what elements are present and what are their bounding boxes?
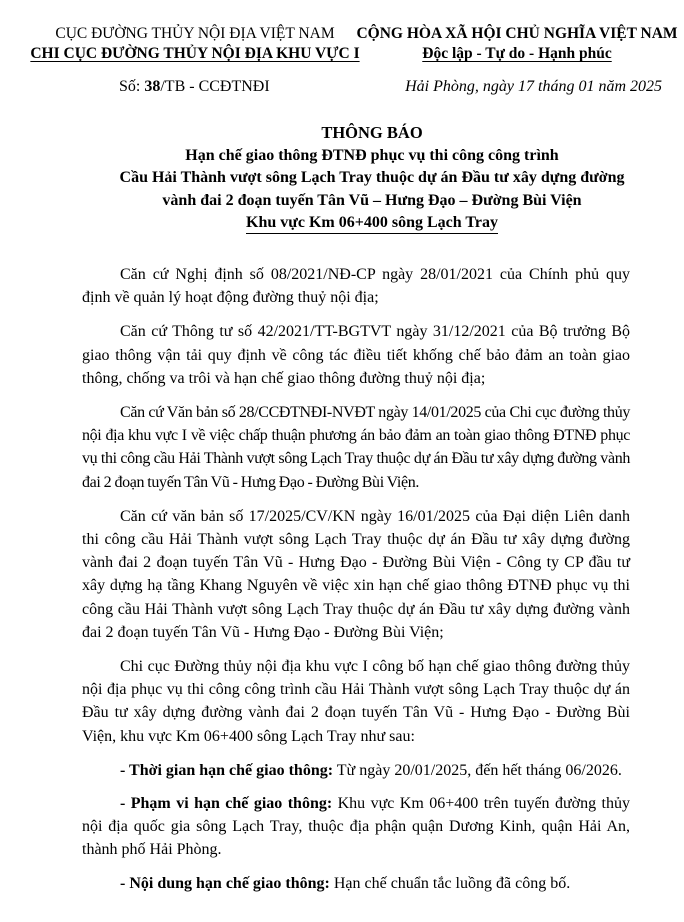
- title-subject-line-2: Cầu Hải Thành vượt sông Lạch Tray thuộc dự án Đầu tư xây dựng đường: [119, 169, 625, 186]
- announcement-paragraph: Chi cục Đường thủy nội địa khu vực I công bố hạn chế giao thông đường thủy nội địa phục vụ thi công công trình cầu Hải Thành vượt sông Lạch Tray thuộc dự án Đầu tư xây dựng đường vành đai 2 đoạn tuyến Tân Vũ - Hưng Đạo - Đường Bùi Viện, khu vực Km 06+400 sông Lạch Tray như sau:: [82, 658, 630, 745]
- restriction-scope-text: Khu vực Km 06+400 trên tuyến đường thủy nội địa quốc gia sông Lạch Tray, thuộc địa phận quận Dương Kinh, quận Hải An, thành phố Hải Phòng.: [82, 795, 630, 859]
- title-subject-line-3: vành đai 2 đoạn tuyến Tân Vũ – Hưng Đạo – Đường Bùi Viện: [162, 191, 582, 209]
- restriction-time-text: Từ ngày 20/01/2025, đến hết tháng 06/2026.: [333, 761, 622, 779]
- restriction-scope-label: - Phạm vi hạn chế giao thông:: [120, 795, 333, 813]
- issuing-agency: CHI CỤC ĐƯỜNG THỦY NỘI ĐỊA KHU VỰC I: [30, 45, 360, 62]
- restriction-time-item: [82, 759, 630, 782]
- restriction-scope-item: [82, 792, 630, 862]
- title-subject-line-4: Khu vực Km 06+400 sông Lạch Tray: [246, 213, 498, 234]
- document-number: [119, 78, 270, 96]
- restriction-content-item: [82, 872, 630, 895]
- national-motto: Độc lập - Tự do - Hạnh phúc: [422, 45, 612, 62]
- legal-basis-paragraph-4: Căn cứ văn bản số 17/2025/CV/KN ngày 16/01/2025 của Đại diện Liên danh thi công cầu Hải Thành vượt sông Lạch Tray thuộc dự án Đầu tư xây dựng đường vành đai 2 đoạn tuyến Tân Vũ - Hưng Đạo - Đường Bùi Viện - Công ty CP đầu tư xây dựng hạ tầng Khang Nguyên về việc xin hạn chế giao thông ĐTNĐ phục vụ thi công cầu Hải Thành vượt sông Lạch Tray thuộc dự án Đầu tư xây dựng đường vành đai 2 đoạn tuyến Tân Vũ - Hưng Đạo - Đường Bùi Viện;: [82, 507, 630, 641]
- document-body: [82, 263, 630, 905]
- restriction-content-label: - Nội dung hạn chế giao thông:: [120, 874, 330, 892]
- issuing-agency-block: [0, 24, 390, 64]
- title-subject-line-1: Hạn chế giao thông ĐTNĐ phục vụ thi công công trình: [185, 146, 559, 164]
- document-date: Hải Phòng, ngày 17 tháng 01 năm 2025: [405, 78, 662, 95]
- document-title-block: [40, 122, 684, 235]
- restriction-content-text: Hạn chế chuẩn tắc luồng đã công bố.: [329, 874, 571, 892]
- legal-basis-paragraph-1: Căn cứ Nghị định số 08/2021/NĐ-CP ngày 28/01/2021 của Chính phủ quy định về quản lý hoạt động đường thuỷ nội địa;: [82, 266, 630, 307]
- document-number-suffix: /TB - CCĐTNĐI: [160, 78, 270, 95]
- restriction-time-label: - Thời gian hạn chế giao thông:: [120, 761, 334, 779]
- document-number-value: 38: [144, 78, 161, 95]
- national-title-block: [350, 24, 684, 64]
- legal-basis-paragraph-3: Căn cứ Văn bản số 28/CCĐTNĐI-NVĐT ngày 14/01/2025 của Chi cục đường thủy nội địa khu vực I về việc chấp thuận phương án bảo đảm an toàn giao thông ĐTNĐ phục vụ thi công cầu Hải Thành vượt sông Lạch Tray thuộc dự án Đầu tư xây dựng đường vành đai 2 đoạn tuyến Tân Vũ - Hưng Đạo - Đường Bùi Viện.: [82, 404, 630, 491]
- parent-agency: CỤC ĐƯỜNG THỦY NỘI ĐỊA VIỆT NAM: [55, 25, 335, 42]
- document-title: THÔNG BÁO: [321, 123, 423, 142]
- document-number-prefix: Số:: [119, 78, 145, 95]
- national-title: CỘNG HÒA XÃ HỘI CHỦ NGHĨA VIỆT NAM: [356, 25, 678, 42]
- legal-basis-paragraph-2: Căn cứ Thông tư số 42/2021/TT-BGTVT ngày 31/12/2021 của Bộ trưởng Bộ giao thông vận tải quy định về công tác điều tiết khống chế bảo đảm an toàn giao thông, chống va trôi và hạn chế giao thông đường thuỷ nội địa;: [82, 323, 630, 387]
